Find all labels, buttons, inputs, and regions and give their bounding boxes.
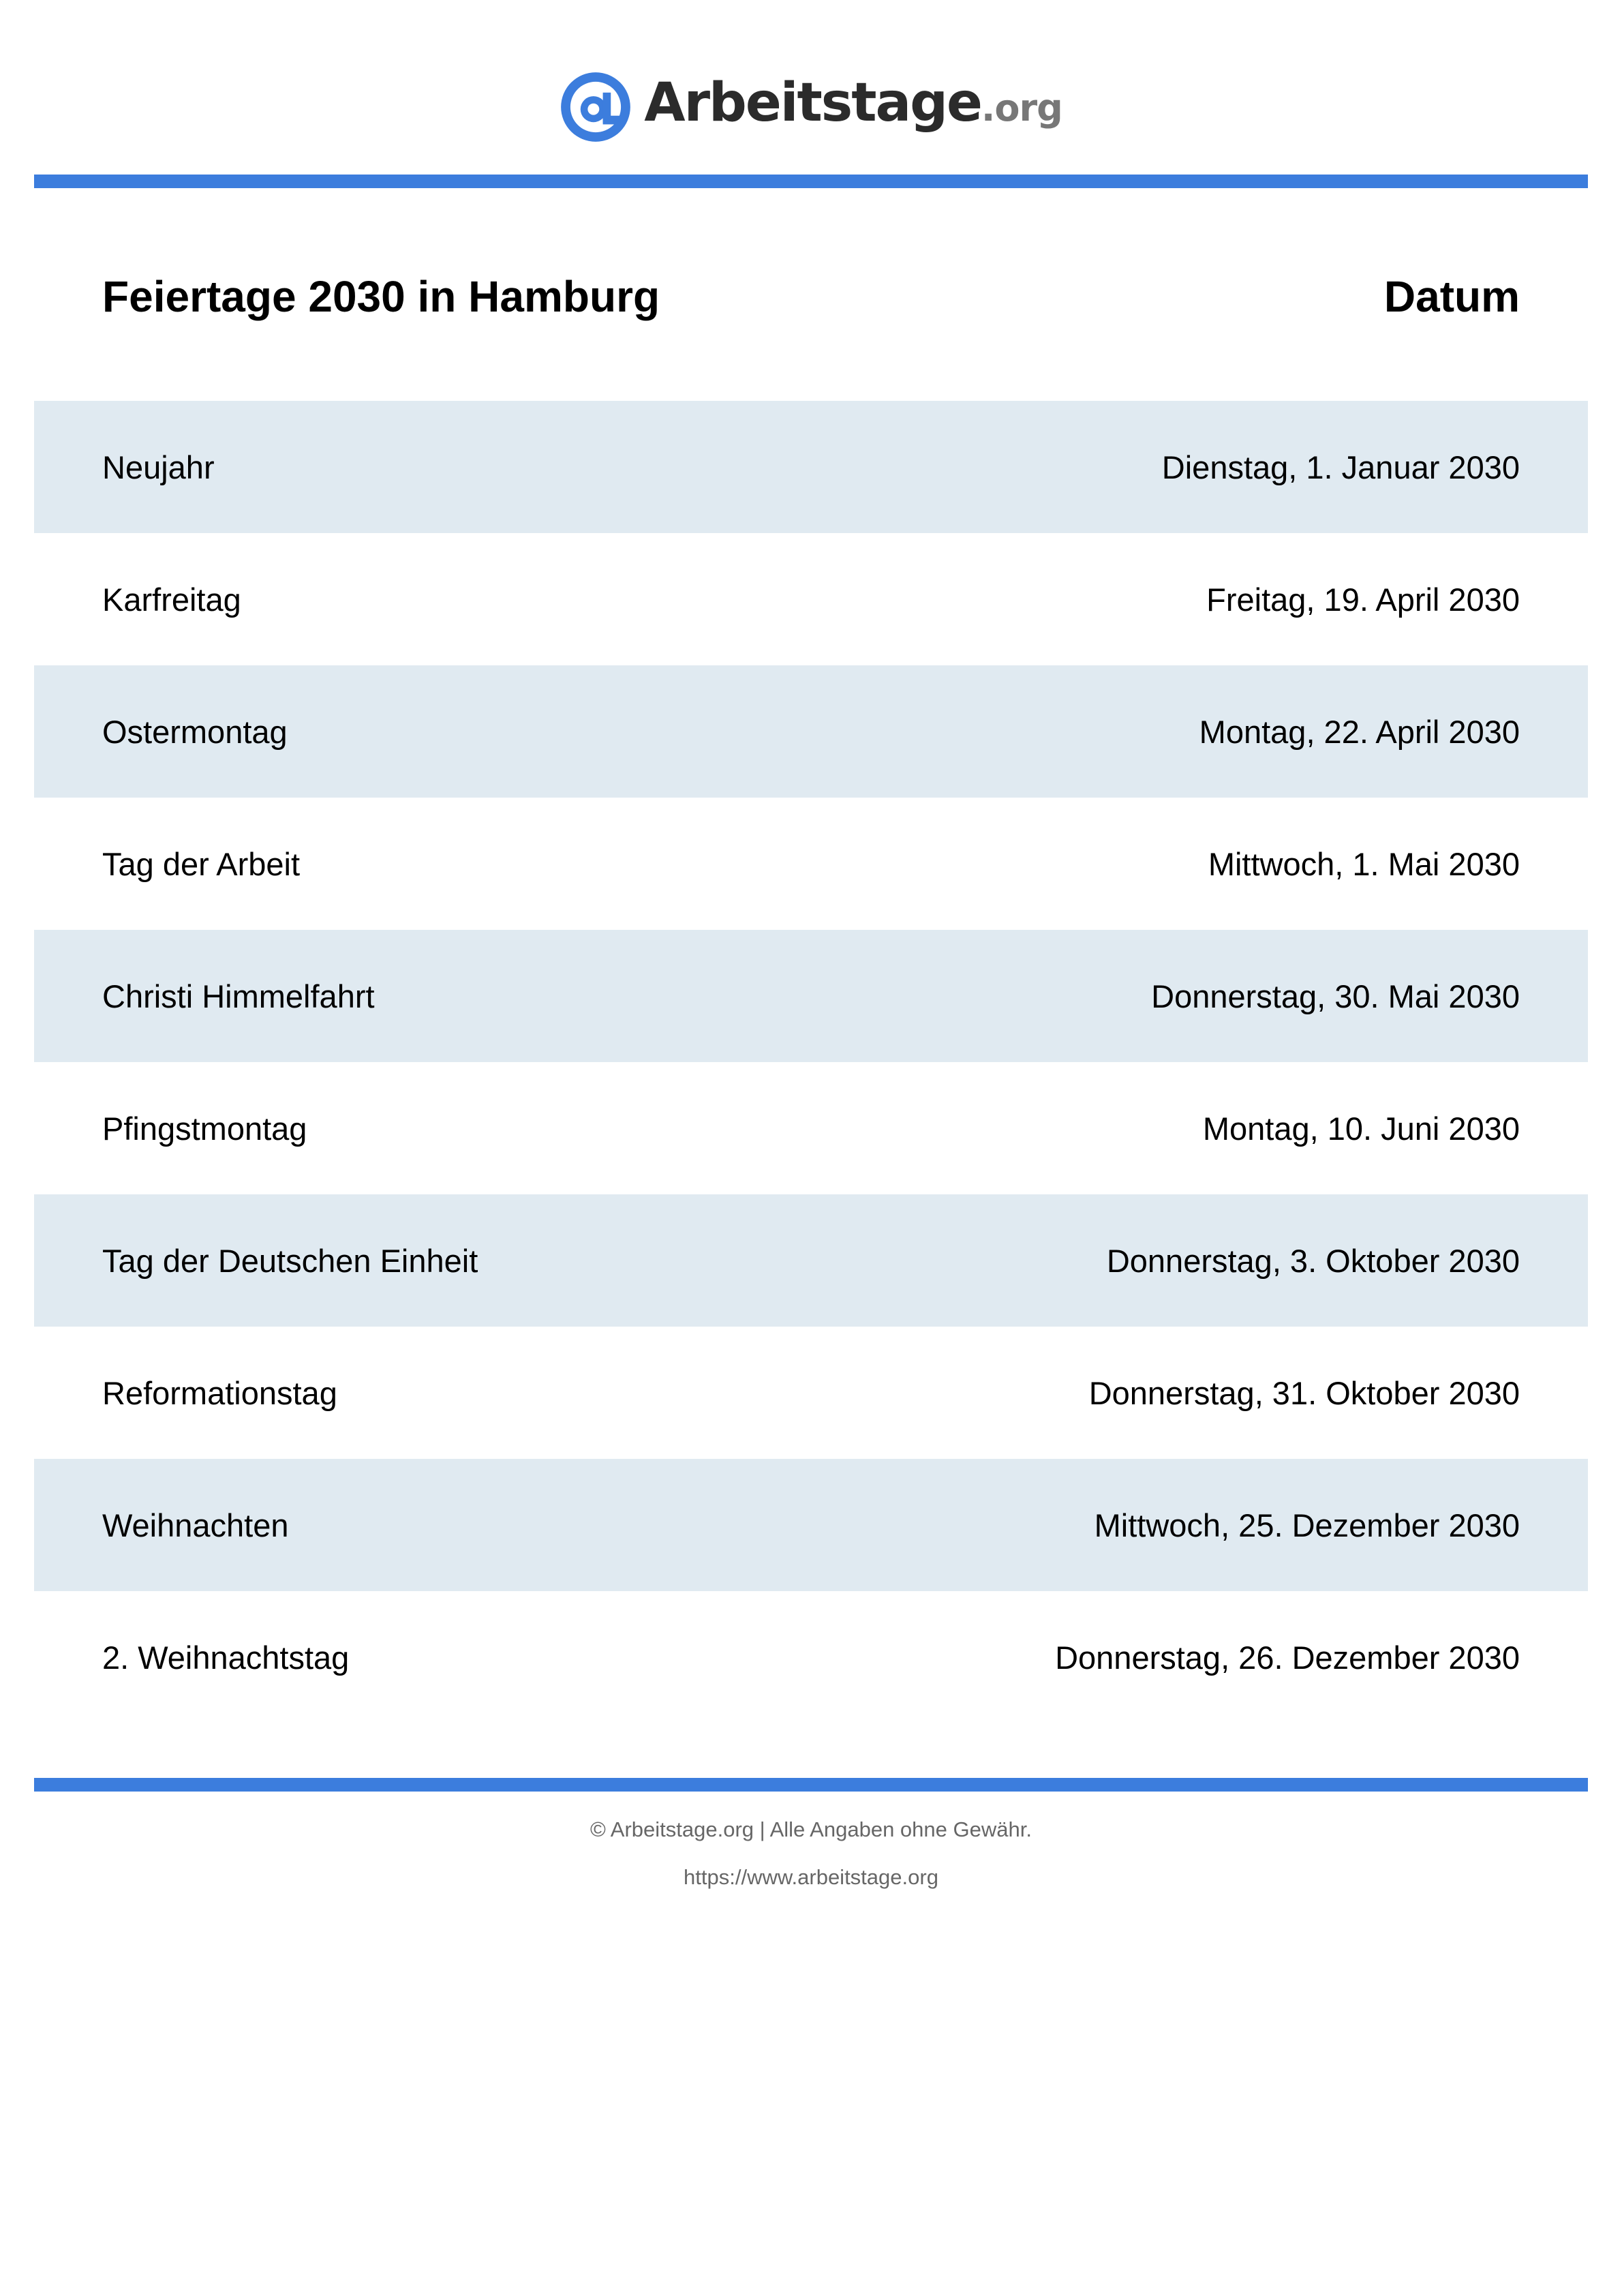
- table-row: [34, 798, 1588, 930]
- holiday-date: Donnerstag, 31. Oktober 2030: [1088, 1374, 1520, 1411]
- page-title: Feiertage 2030 in Hamburg: [102, 272, 660, 321]
- footer-url-link[interactable]: https://www.arbeitstage.org: [684, 1865, 938, 1889]
- holiday-table: [34, 401, 1588, 1723]
- holiday-date: Donnerstag, 26. Dezember 2030: [1055, 1639, 1520, 1676]
- holiday-name: Ostermontag: [102, 713, 288, 750]
- holiday-name: Neujahr: [102, 449, 215, 485]
- holiday-date: Montag, 22. April 2030: [1199, 713, 1520, 750]
- holiday-date: Freitag, 19. April 2030: [1206, 581, 1520, 618]
- logo-tld: .org: [981, 87, 1062, 130]
- bottom-divider: [34, 1778, 1588, 1792]
- site-logo[interactable]: [0, 71, 1622, 143]
- at-sign-icon: [560, 71, 632, 143]
- holiday-name: Reformationstag: [102, 1374, 337, 1411]
- table-row: [34, 401, 1588, 533]
- holiday-date: Donnerstag, 3. Oktober 2030: [1106, 1242, 1520, 1279]
- logo-name: Arbeitstage: [644, 72, 981, 134]
- date-column-header: Datum: [1383, 272, 1520, 321]
- holiday-name: Tag der Arbeit: [102, 845, 301, 882]
- holiday-date: Donnerstag, 30. Mai 2030: [1151, 978, 1520, 1014]
- holiday-name: Weihnachten: [102, 1507, 289, 1543]
- table-row: [34, 1062, 1588, 1194]
- holiday-name: 2. Weihnachtstag: [102, 1639, 350, 1676]
- holiday-date: Montag, 10. Juni 2030: [1202, 1110, 1520, 1147]
- table-row: [34, 1591, 1588, 1723]
- table-row: [34, 1327, 1588, 1459]
- holiday-name: Tag der Deutschen Einheit: [102, 1242, 478, 1279]
- holiday-name: Christi Himmelfahrt: [102, 978, 375, 1014]
- footer-copyright: © Arbeitstage.org | Alle Angaben ohne Gewähr.: [590, 1817, 1032, 1841]
- holiday-date: Dienstag, 1. Januar 2030: [1161, 449, 1520, 485]
- holiday-name: Pfingstmontag: [102, 1110, 307, 1147]
- holiday-date: Mittwoch, 1. Mai 2030: [1208, 845, 1520, 882]
- table-row: [34, 1459, 1588, 1591]
- table-row: [34, 665, 1588, 798]
- table-row: [34, 930, 1588, 1062]
- table-header: [102, 259, 1520, 334]
- table-row: [34, 533, 1588, 665]
- table-row: [34, 1194, 1588, 1327]
- top-divider: [34, 175, 1588, 188]
- holiday-date: Mittwoch, 25. Dezember 2030: [1094, 1507, 1520, 1543]
- logo-wordmark: [644, 72, 1062, 134]
- holiday-name: Karfreitag: [102, 581, 241, 618]
